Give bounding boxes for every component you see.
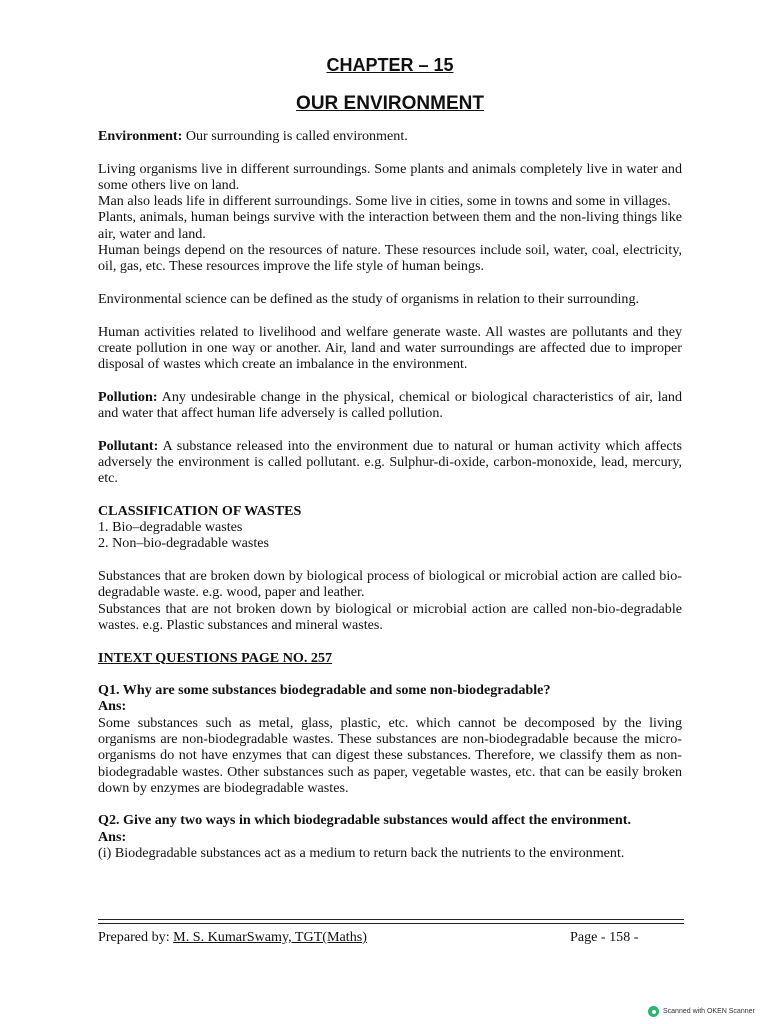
intro-paragraph: Plants, animals, human beings survive with the interaction between them and the non-living things like air, water and land. xyxy=(98,209,682,242)
chapter-heading: CHAPTER – 15 xyxy=(326,55,454,75)
prepared-by-label: Prepared by: xyxy=(98,929,174,945)
classification-item: 1. Bio–degradable wastes xyxy=(98,519,243,536)
answer-2-text: (i) Biodegradable substances act as a medium to return back the nutrients to the environment. xyxy=(98,845,625,862)
page-footer xyxy=(98,929,684,945)
footer-divider xyxy=(98,919,684,920)
scanner-logo-icon xyxy=(648,1006,659,1017)
human-activities-paragraph: Human activities related to livelihood and welfare generate waste. All wastes are pollutants and they create pollution in one way or another. Air, land and water surroundings are affected due to improper disposal of wastes which create an imbalance in the environment. xyxy=(98,323,682,373)
environment-text: Our surrounding is called environment. xyxy=(182,128,408,144)
footer-divider xyxy=(98,923,684,924)
pollutant-label: Pollutant: xyxy=(98,437,159,454)
environment-label: Environment: xyxy=(98,128,183,144)
answer-1-label: Ans: xyxy=(98,698,127,715)
classification-heading: CLASSIFICATION OF WASTES xyxy=(98,502,302,519)
pollution-text: Any undesirable change in the physical, chemical or biological characteristics of air, land and water that affect human life adversely is called pollution. xyxy=(98,388,682,422)
pollutant-text: A substance released into the environment due to natural or human activity which affects adversely the environment is called pollutant. e.g. Sulphur-di-oxide, carbon-monoxide, lead, mercury, etc. xyxy=(98,437,682,487)
question-1: Q1. Why are some substances biodegradable and some non-biodegradable? xyxy=(98,682,551,699)
author-name: M. S. KumarSwamy, TGT(Maths) xyxy=(173,929,367,945)
intext-questions-heading: INTEXT QUESTIONS PAGE NO. 257 xyxy=(98,649,333,666)
biodegradable-definition: Substances that are broken down by biological process of biological or microbial action are called bio-degradable waste. e.g. wood, paper and leather. xyxy=(98,568,682,601)
page-number: Page - 158 - xyxy=(570,929,639,945)
chapter-title: OUR ENVIRONMENT xyxy=(296,93,484,114)
scanner-watermark-text: Scanned with OKEN Scanner xyxy=(663,1008,755,1015)
environment-definition xyxy=(98,128,682,144)
classification-item: 2. Non–bio-degradable wastes xyxy=(98,535,270,552)
answer-2-label: Ans: xyxy=(98,828,127,845)
pollution-definition xyxy=(98,389,682,422)
pollution-label: Pollution: xyxy=(98,388,158,405)
pollutant-definition xyxy=(98,438,682,487)
scanner-watermark xyxy=(648,1006,755,1017)
document-body xyxy=(98,128,682,861)
environmental-science-paragraph: Environmental science can be defined as the study of organisms in relation to their surrounding. xyxy=(98,290,640,307)
non-biodegradable-definition: Substances that are not broken down by biological or microbial action are called non-bio-degradable wastes. e.g. Plastic substances and mineral wastes. xyxy=(98,600,682,633)
document-page xyxy=(98,52,682,861)
intro-paragraph: Man also leads life in different surroundings. Some live in cities, some in towns and some in villages. xyxy=(98,193,671,210)
intro-paragraph: Living organisms live in different surroundings. Some plants and animals completely live in water and some others live on land. xyxy=(98,160,682,193)
question-2: Q2. Give any two ways in which biodegradable substances would affect the environment. xyxy=(98,812,631,829)
answer-1-text: Some substances such as metal, glass, plastic, etc. which cannot be decomposed by the living organisms are non-biodegradable wastes. These substances are non-biodegradable because the micro-organisms do not have enzymes that can digest these substances. Therefore, we classify them as non-biodegradable wastes. Other substances such as paper, vegetable wastes, etc. that can be easily broken down by enzymes are biodegradable wastes. xyxy=(98,714,682,796)
intro-paragraph: Human beings depend on the resources of nature. These resources include soil, water, coal, electricity, oil, gas, etc. These resources improve the life style of human beings. xyxy=(98,242,682,275)
